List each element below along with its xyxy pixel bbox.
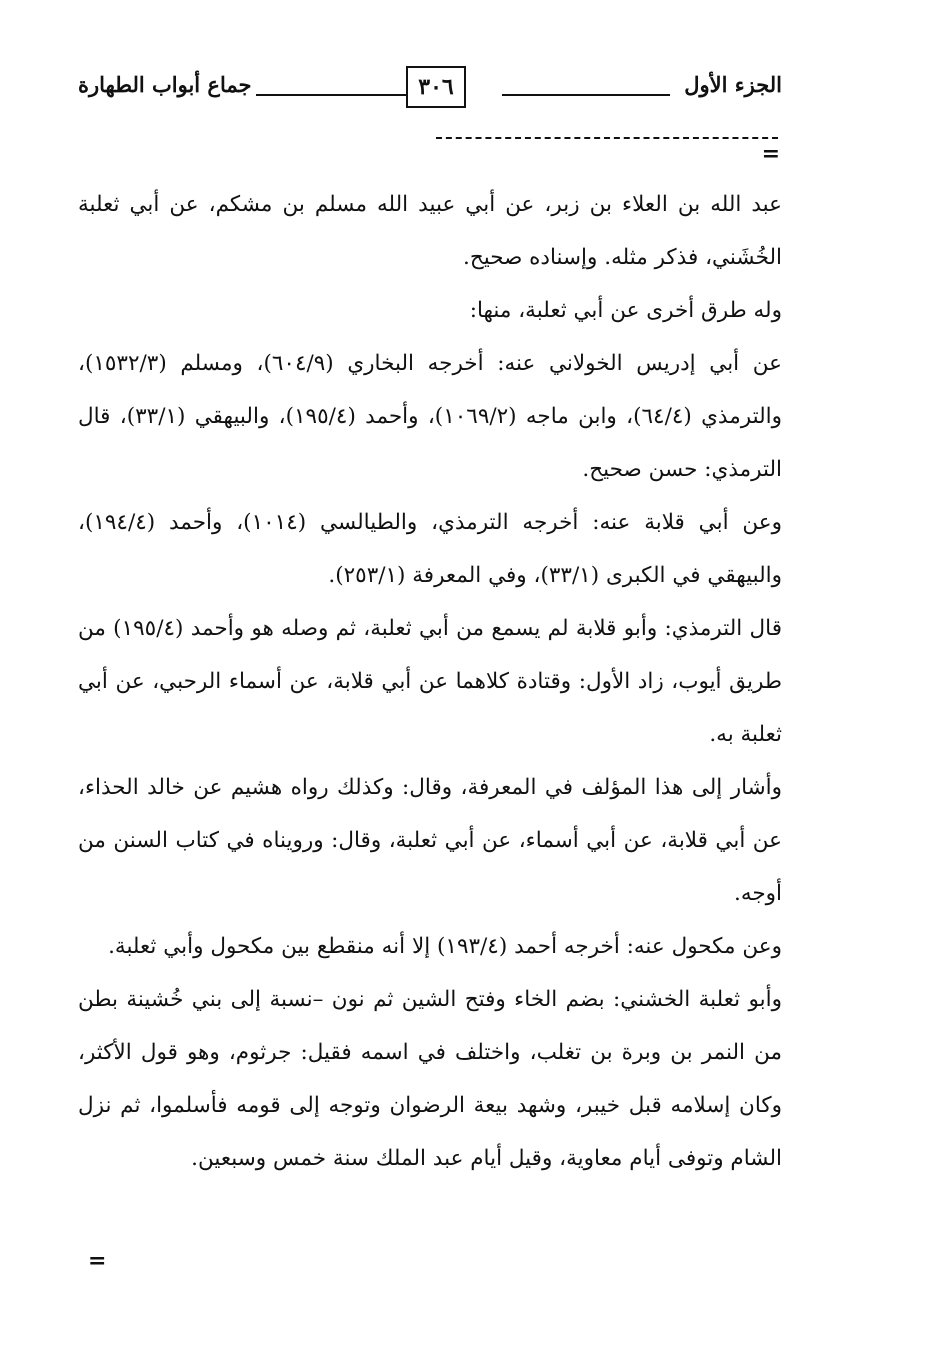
continuation-mark-bottom: = <box>88 1248 107 1274</box>
page-header <box>78 62 782 118</box>
continuation-mark-top: = <box>761 141 780 167</box>
book-title: جماع أبواب الطهارة <box>78 72 252 97</box>
page-body <box>78 178 782 1185</box>
paragraph: عبد الله بن العلاء بن زبر، عن أبي عبيد الله مسلم بن مشكم، عن أبي ثعلبة الخُشَني، فذكر مثله. وإسناده صحيح. <box>78 192 782 270</box>
paragraph: وأشار إلى هذا المؤلف في المعرفة، وقال: وكذلك رواه هشيم عن خالد الحذاء، عن أبي قلابة، عن أبي أسماء، عن أبي ثعلبة، وقال: ورويناه في كتاب السنن من أوجه. <box>78 775 782 906</box>
paragraph: وله طرق أخرى عن أبي ثعلبة، منها: <box>469 298 782 323</box>
header-rule-right <box>502 94 670 96</box>
paragraph: وعن أبي قلابة عنه: أخرجه الترمذي، والطيالسي (١٠١٤)، وأحمد (١٩٤/٤)، والبيهقي في الكبرى (٣٣/١)، وفي المعرفة (٢٥٣/١). <box>78 510 782 588</box>
volume-label: الجزء الأول <box>684 72 782 97</box>
paragraph: وعن مكحول عنه: أخرجه أحمد (١٩٣/٤) إلا أنه منقطع بين مكحول وأبي ثعلبة. <box>108 934 782 959</box>
paragraph: قال الترمذي: وأبو قلابة لم يسمع من أبي ثعلبة، ثم وصله هو وأحمد (١٩٥/٤) من طريق أيوب، زاد الأول: وقتادة كلاهما عن أبي قلابة، عن أسماء الرحبي، عن أبي ثعلبة به. <box>78 616 782 747</box>
header-rule-left <box>256 94 406 96</box>
paragraph: وأبو ثعلبة الخشني: بضم الخاء وفتح الشين ثم نون –نسبة إلى بني خُشينة بطن من النمر بن وبرة بن تغلب، واختلف في اسمه فقيل: جرثوم، وهو قول الأكثر، وكان إسلامه قبل خيبر، وشهد بيعة الرضوان وتوجه إلى قومه فأسلموا، ثم نزل الشام وتوفى أيام معاوية، وقيل أيام عبد الملك سنة خمس وسبعين. <box>78 987 782 1171</box>
paragraph: عن أبي إدريس الخولاني عنه: أخرجه البخاري (٦٠٤/٩)، ومسلم (١٥٣٢/٣)، والترمذي (٦٤/٤)، وابن ماجه (١٠٦٩/٢)، وأحمد (١٩٥/٤)، والبيهقي (٣٣/١)، قال الترمذي: حسن صحيح. <box>78 351 783 482</box>
page-number: ٣٠٦ <box>406 66 466 108</box>
header-dashed-divider <box>436 137 778 139</box>
